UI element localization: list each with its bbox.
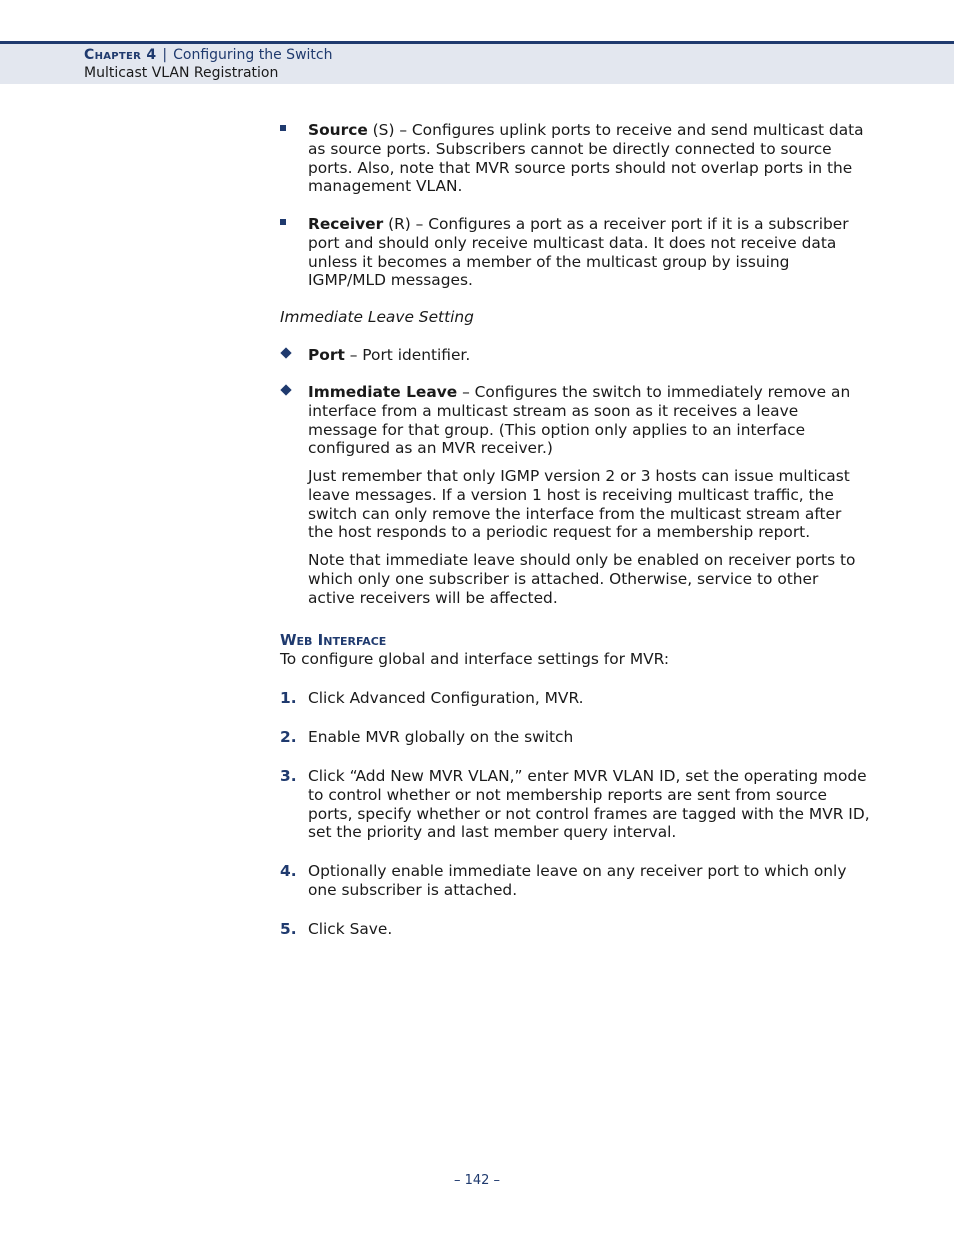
bullet-term: Port [308,346,345,364]
bullet-receiver [308,215,868,290]
bullet-term: Receiver [308,215,384,233]
web-interface-intro: To configure global and interface settings for MVR: [280,650,670,668]
header-separator: | [162,47,168,63]
bullet-source [308,121,868,196]
step-text: Click Save. [308,920,393,938]
section-title: Multicast VLAN Registration [84,65,279,81]
chapter-line [84,47,332,63]
chapter-label: Chapter 4 [84,47,157,63]
immediate-leave-paragraph-2: Just remember that only IGMP version 2 or 3 hosts can issue multicast leave messages. If a version 1 host is receiving multicast traffic, the switch can only remove the interface from the multicast stream after the host responds to a periodic request for a membership report. [308,467,850,542]
bullet-immediate-leave [308,383,868,458]
bullet-text: – Port identifier. [344,346,471,364]
step-number: 5. [280,920,297,938]
square-bullet-icon [280,125,286,131]
immediate-leave-paragraph-3: Note that immediate leave should only be enabled on receiver ports to which only one subscriber is attached. Otherwise, service to other active receivers will be affected. [308,551,856,607]
square-bullet-icon [280,219,286,225]
step-text: Click Advanced Configuration, MVR. [308,689,584,707]
step-item [280,728,870,747]
page-number: – 142 – [453,1173,501,1188]
step-text: Click “Add New MVR VLAN,” enter MVR VLAN ID, set the operating mode to control whether or not membership reports are sent from source ports, specify whether or not control frames are tagged with the MVR ID, set the priority and last member query interval. [308,767,870,842]
bullet-text: (S) – Configures uplink ports to receive and send multicast data as source ports. Subscribers cannot be directly connected to source ports. Also, note that MVR source ports should not overlap ports in the management VLAN. [308,121,864,196]
step-text: Optionally enable immediate leave on any receiver port to which only one subscriber is attached. [308,862,847,899]
step-item [280,689,870,708]
step-number: 4. [280,862,297,880]
step-text: Enable MVR globally on the switch [308,728,574,746]
running-header [0,41,954,84]
diamond-bullet-icon [280,384,291,395]
chapter-title: Configuring the Switch [173,47,333,63]
step-item [280,767,870,842]
bullet-term: Immediate Leave [308,383,458,401]
step-number: 3. [280,767,297,785]
diamond-bullet-icon [280,347,291,358]
bullet-text: – Configures the switch to immediately remove an interface from a multicast stream as soon as it receives a leave message for that group. (This option only applies to an interface configured as an MVR receiver.) [308,383,851,458]
web-interface-heading: Web Interface [280,631,387,649]
step-item [280,920,870,939]
immediate-leave-heading: Immediate Leave Setting [280,308,474,326]
step-number: 2. [280,728,297,746]
bullet-port [308,346,868,365]
step-item [280,862,870,900]
step-number: 1. [280,689,297,707]
bullet-text: (R) – Configures a port as a receiver port if it is a subscriber port and should only receive multicast data. It does not receive data unless it becomes a member of the multicast group by issuing IGMP/MLD messages. [308,215,849,290]
bullet-term: Source [308,121,368,139]
